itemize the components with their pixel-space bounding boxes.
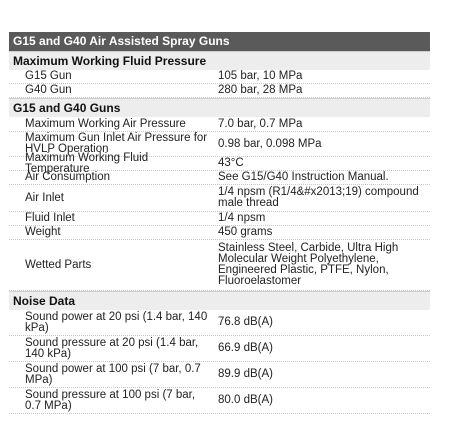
spec-table xyxy=(9,32,430,414)
table-row xyxy=(9,117,430,132)
row-value: 450 grams xyxy=(218,226,273,238)
row-value: 66.9 dB(A) xyxy=(218,342,273,354)
table-row xyxy=(9,171,430,185)
row-label: Air Consumption xyxy=(25,171,111,183)
row-value: See G15/G40 Instruction Manual. xyxy=(218,171,389,183)
row-value: 280 bar, 28 MPa xyxy=(218,84,303,96)
row-label: Maximum Working Air Pressure xyxy=(25,117,186,130)
row-label: Maximum Gun Inlet Air Pressure for HVLP Operation xyxy=(25,132,208,155)
row-label: Sound pressure at 20 psi (1.4 bar, 140 kPa) xyxy=(25,336,199,360)
table-row xyxy=(9,388,430,414)
row-value: 80.0 dB(A) xyxy=(218,394,273,406)
section-heading-noise-data: Noise Data xyxy=(9,291,430,310)
row-label: G40 Gun xyxy=(25,84,72,96)
row-label: Maximum Working Fluid Temperature xyxy=(25,151,149,175)
row-value: 89.9 dB(A) xyxy=(218,368,273,380)
table-row xyxy=(9,212,430,226)
row-value: 7.0 bar, 0.7 MPa xyxy=(218,117,303,130)
row-value: 105 bar, 10 MPa xyxy=(218,70,303,82)
table-row xyxy=(9,310,430,336)
row-value: 1/4 npsm (R1/4&#x2013;19) compound male thread xyxy=(218,186,419,209)
row-label: Air Inlet xyxy=(25,191,64,204)
row-label: G15 Gun xyxy=(25,70,72,82)
table-row xyxy=(9,336,430,362)
section-heading-max-fluid-pressure: Maximum Working Fluid Pressure xyxy=(9,51,430,70)
table-row xyxy=(9,70,430,84)
table-row xyxy=(9,240,430,291)
table-row xyxy=(9,84,430,98)
row-label: Weight xyxy=(25,226,61,238)
row-label: Wetted Parts xyxy=(25,258,92,271)
table-row xyxy=(9,362,430,388)
table-row xyxy=(9,185,430,212)
row-value: 76.8 dB(A) xyxy=(218,316,273,328)
row-label: Fluid Inlet xyxy=(25,212,75,224)
row-value: Stainless Steel, Carbide, Ultra High Molecular Weight Polyethylene, Engineered Plastic, PTFE, Nylon, Fluoroelastomer xyxy=(218,242,399,287)
row-label: Sound power at 100 psi (7 bar, 0.7 MPa) xyxy=(25,362,201,386)
row-value: 0.98 bar, 0.098 MPa xyxy=(218,137,322,150)
table-row xyxy=(9,151,430,175)
table-title: G15 and G40 Air Assisted Spray Guns xyxy=(9,32,430,51)
section-heading-g15-g40-guns: G15 and G40 Guns xyxy=(9,98,430,117)
row-value: 43°C xyxy=(218,157,244,169)
row-label: Sound pressure at 100 psi (7 bar, 0.7 MPa) xyxy=(25,388,196,412)
row-value: 1/4 npsm xyxy=(218,212,266,224)
row-label: Sound power at 20 psi (1.4 bar, 140 kPa) xyxy=(25,310,208,334)
table-row xyxy=(9,226,430,240)
